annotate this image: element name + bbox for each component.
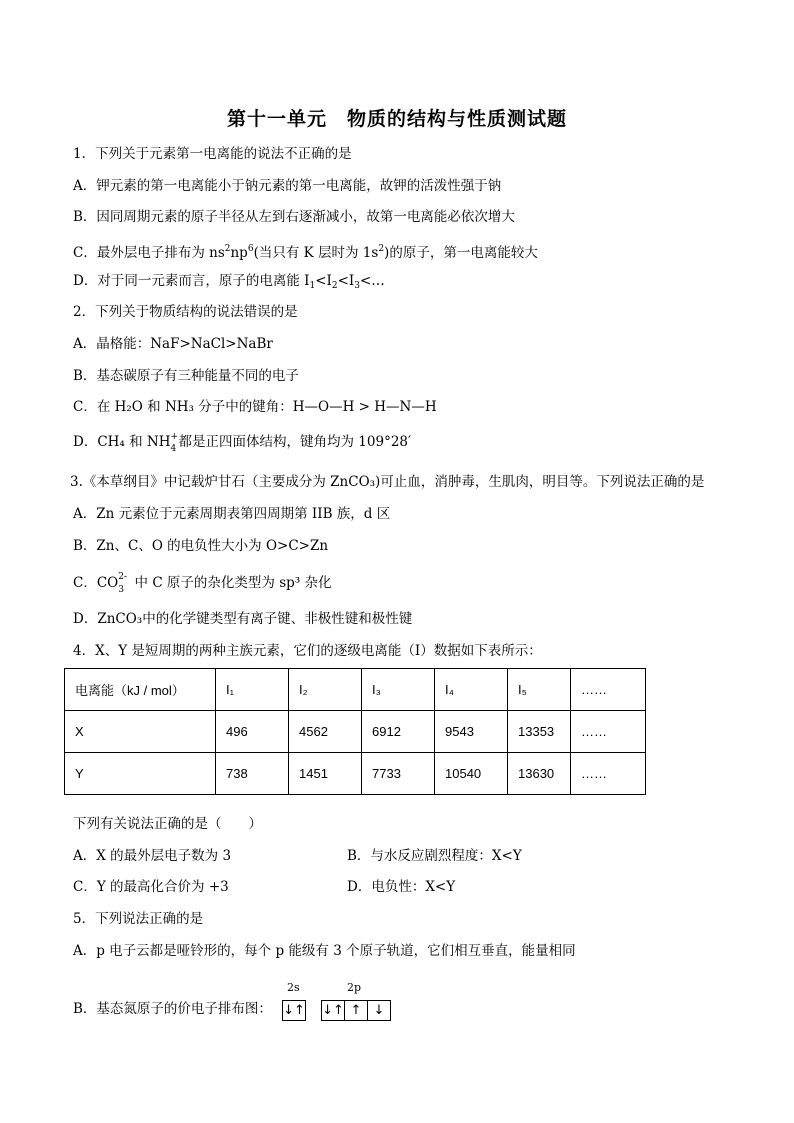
q2-d-text-2: 都是正四面体结构，键角均为 109°28′: [178, 434, 412, 450]
table-cell: X: [65, 711, 216, 753]
table-cell: 10540: [435, 753, 508, 795]
q3-option-c: [73, 572, 332, 595]
q4-option-c: C．Y 的最高化合价为 +3: [73, 879, 229, 895]
table-cell: ……: [571, 753, 646, 795]
page-title: 第十一单元 物质的结构与性质测试题: [226, 108, 567, 130]
table-header-cell: 电离能（kJ / mol）: [65, 669, 216, 711]
q3-stem: 3.《本草纲目》中记载炉甘石（主要成分为 ZnCO₃)可止血，消肿毒，生肌肉，明目等。下列说法正确的是: [70, 474, 705, 490]
q1-c-sup-2: 2: [224, 244, 231, 254]
q4-stem: 4．X、Y 是短周期的两种主族元素，它们的逐级电离能（I）数据如下表所示：: [73, 643, 542, 659]
table-cell: 7733: [362, 753, 435, 795]
q1-c-sup-2b: 2: [378, 244, 385, 254]
table-row: [65, 711, 646, 753]
table-cell: 738: [216, 753, 289, 795]
q1-d-text: D．对于同一元素而言，原子的电离能 I: [73, 273, 310, 289]
orbital-box-2p-2: ↑: [344, 1000, 368, 1021]
q3-option-d: D．ZnCO₃中的化学键类型有离子键、非极性键和极性键: [73, 611, 413, 627]
orbital-box-2p-1: ↓↑: [321, 1000, 345, 1021]
q3-c-text-1: C．CO: [73, 575, 119, 591]
q1-d-sub1: 1: [309, 281, 316, 291]
q1-d-sub2: 2: [331, 281, 338, 291]
q1-c-sup-6: 6: [247, 244, 254, 254]
table-cell: 1451: [289, 753, 362, 795]
table-cell: 6912: [362, 711, 435, 753]
table-cell: 9543: [435, 711, 508, 753]
q1-option-b: B．因同周期元素的原子半径从左到右逐渐减小，故第一电离能必依次增大: [73, 209, 515, 225]
q1-option-a: A．钾元素的第一电离能小于钠元素的第一电离能，故钾的活泼性强于钠: [73, 178, 502, 194]
table-header-row: [65, 669, 646, 711]
q3-option-b: B．Zn、C、O 的电负性大小为 O>C>Zn: [73, 538, 329, 554]
q2-stem: 2．下列关于物质结构的说法错误的是: [73, 304, 298, 320]
q5-stem: 5．下列说法正确的是: [73, 911, 204, 927]
table-cell: ……: [571, 711, 646, 753]
orbital-box-2p-3: ↓: [367, 1000, 391, 1021]
orbital-box-2s: ↓↑: [282, 1000, 306, 1021]
table-row: [65, 753, 646, 795]
q1-option-d: D．对于同一元素而言，原子的电离能 $I_1<I_2<I_3<\dots$: [73, 273, 385, 291]
q1-d-lt2: <: [337, 273, 349, 289]
q1-c-text-3: (当只有 K 层时为 1s: [253, 245, 379, 261]
q1-option-c: [73, 240, 538, 262]
orbital-label-2p: 2p: [347, 981, 362, 994]
q2-d-text-1: D．CH₄ 和 NH: [73, 434, 171, 450]
q2-option-d: [73, 432, 412, 454]
table-header-cell: I₅: [508, 669, 571, 711]
table-cell: 496: [216, 711, 289, 753]
q5-option-b: B．基态氮原子的价电子排布图：: [73, 1001, 272, 1017]
q4-option-b: B．与水反应剧烈程度：X<Y: [347, 848, 522, 864]
q2-option-b: B．基态碳原子有三种能量不同的电子: [73, 368, 299, 384]
q1-d-lt1: <: [315, 273, 327, 289]
table-cell: 13353: [508, 711, 571, 753]
table-header-cell: I₁: [216, 669, 289, 711]
q2-d-ion-sub: 4: [170, 444, 177, 454]
q2-option-a: A．晶格能：NaF>NaCl>NaBr: [73, 336, 273, 352]
orbital-label-2s: 2s: [287, 981, 300, 994]
q2-option-c: C．在 H₂O 和 NH₃ 分子中的键角：H—O—H > H—N—H: [73, 399, 437, 415]
q4-prompt: 下列有关说法正确的是（ ）: [73, 816, 262, 832]
q1-c-text-2: np: [230, 245, 248, 261]
q3-option-a: A．Zn 元素位于元素周期表第四周期第 IIB 族，d 区: [73, 506, 391, 522]
table-header-cell: I₄: [435, 669, 508, 711]
q4-option-d: D．电负性：X<Y: [347, 879, 456, 895]
table-cell: Y: [65, 753, 216, 795]
table-header-cell: ……: [571, 669, 646, 711]
q5-option-a: A．p 电子云都是哑铃形的，每个 p 能级有 3 个原子轨道，它们相互垂直，能量相同: [73, 943, 576, 959]
q1-stem: 1．下列关于元素第一电离能的说法不正确的是: [73, 146, 352, 162]
table-cell: 13630: [508, 753, 571, 795]
q1-d-sub3: 3: [354, 281, 360, 291]
table-header-cell: I₂: [289, 669, 362, 711]
q3-c-ion-sup: 2-: [118, 572, 128, 582]
q2-d-ion-sup: +: [170, 432, 179, 442]
q1-d-end: <…: [359, 273, 385, 289]
table-header-cell: I₃: [362, 669, 435, 711]
q1-c-text-1: C．最外层电子排布为 ns: [73, 245, 225, 261]
q1-c-text-4: )的原子，第一电离能较大: [384, 245, 538, 261]
q3-c-ion-sub: 3: [118, 585, 124, 595]
q4-option-a: A．X 的最外层电子数为 3: [73, 848, 232, 864]
table-cell: 4562: [289, 711, 362, 753]
q3-c-text-2: 中 C 原子的杂化类型为 sp³ 杂化: [130, 575, 332, 591]
ionization-energy-table: [64, 668, 646, 795]
